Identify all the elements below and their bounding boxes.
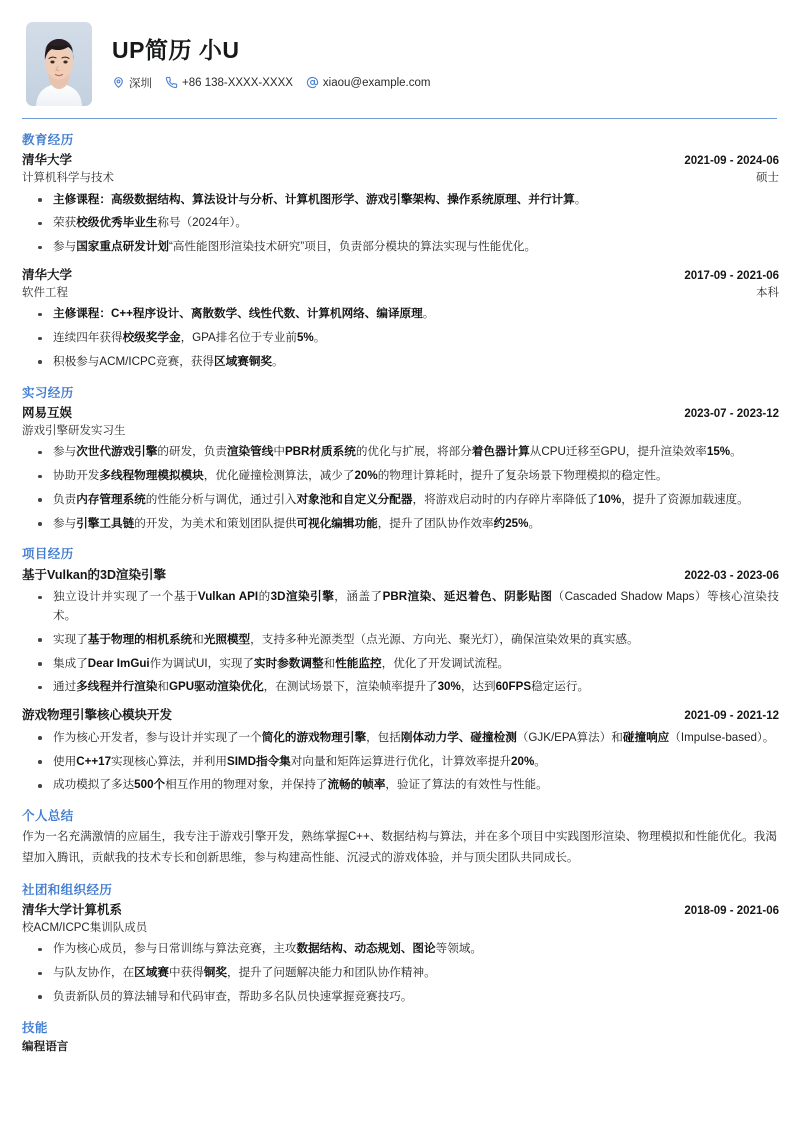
contact-email[interactable]	[306, 76, 431, 89]
bullet-emphasis: 3D渲染引擎	[270, 590, 335, 604]
bullet-text: 的性能分析与调优，通过引入	[145, 492, 297, 506]
bullet-text: 荣获	[53, 216, 77, 230]
entry-header-row	[20, 266, 779, 285]
bullet-text: ，支持多种光源类型（点光源、方向光、聚光灯），确保渲染效果的真实感。	[250, 632, 639, 646]
bullet-item	[20, 655, 779, 674]
bullet-item	[20, 776, 779, 795]
bullet-text: 。	[534, 754, 546, 768]
section	[20, 546, 779, 795]
section-title: 教育经历	[22, 133, 74, 147]
bullet-text: 的	[258, 590, 271, 604]
bullet-item	[20, 588, 779, 626]
bullet-text: 独立设计并实现了一个基于	[53, 590, 198, 604]
bullet-text: 作为调试UI，实现了	[149, 656, 255, 670]
bullet-text: 参与	[53, 240, 77, 254]
bullet-item	[20, 353, 779, 372]
bullet-text: 中获得	[168, 966, 204, 980]
bullet-list	[20, 588, 779, 697]
bullet-text: 称号（2024年）。	[157, 216, 247, 230]
entry-header-row	[20, 151, 779, 170]
entry-role: 计算机科学与技术	[22, 171, 114, 184]
bullet-emphasis: 区域赛铜奖	[214, 354, 273, 368]
resume-header	[20, 18, 779, 116]
entry-header-row	[20, 706, 779, 725]
bullet-emphasis: Vulkan API	[197, 590, 259, 604]
section	[20, 132, 779, 372]
bullet-emphasis: 着色器计算	[471, 445, 530, 459]
bullet-text: 积极参与ACM/ICPC竞赛，获得	[53, 354, 215, 368]
bullet-text: 。	[574, 192, 587, 206]
bullet-emphasis: 约25%	[493, 516, 529, 530]
bullet-text: 和	[192, 632, 204, 646]
bullet-emphasis: 10%	[597, 492, 622, 506]
bullet-text: ，优化碰撞检测算法，减少了	[203, 469, 355, 482]
entry-role: 校ACM/ICPC集训队成员	[22, 921, 148, 934]
contact-location-text: 深圳	[129, 77, 152, 90]
bullet-item	[20, 753, 779, 772]
contact-phone-text: +86 138-XXXX-XXXX	[182, 76, 293, 89]
bullet-emphasis: 20%	[354, 469, 378, 482]
bullet-text: 。	[313, 331, 326, 345]
bullet-list	[20, 191, 779, 257]
bullet-item	[20, 443, 779, 462]
bullet-emphasis: 20%	[511, 754, 535, 768]
bullet-emphasis: 主修课程：	[53, 192, 111, 206]
experience-entry	[20, 901, 779, 1007]
bullet-text: 。	[730, 445, 742, 459]
header-divider	[22, 118, 777, 119]
entry-date-range: 2023-07 - 2023-12	[684, 407, 779, 420]
bullet-text: 集成了	[53, 656, 88, 670]
bullet-text: 相互作用的物理对象，并保持了	[165, 778, 328, 792]
experience-entry	[20, 566, 779, 698]
entry-date-range: 2021-09 - 2024-06	[684, 155, 779, 168]
bullet-text: 实现核心算法，并利用	[111, 754, 227, 768]
bullet-emphasis: 碰撞响应	[622, 730, 670, 744]
bullet-emphasis: 对象池和自定义分配器	[296, 492, 413, 506]
bullet-emphasis: PBR材质系统	[284, 445, 356, 459]
bullet-item	[20, 729, 779, 748]
entry-subheader-row	[20, 285, 779, 302]
experience-entry	[20, 706, 779, 795]
bullet-text: ，优化了开发调试流程。	[381, 656, 510, 670]
bullet-emphasis: 铜奖	[203, 966, 227, 980]
bullet-emphasis: Dear ImGui	[87, 656, 150, 670]
bullet-text: 对向量和矩阵运算进行优化，计算效率提升	[290, 754, 512, 768]
bullet-text: 的研发，负责	[157, 445, 227, 459]
bullet-text: 等领域。	[435, 942, 483, 956]
entry-organization: 网易互娱	[22, 405, 73, 420]
bullet-text: 协助开发	[53, 469, 100, 482]
bullet-emphasis: 内存管理系统	[76, 492, 146, 506]
bullet-list	[20, 729, 779, 795]
bullet-text: 通过	[53, 680, 77, 694]
bullet-text: ，涵盖了	[334, 590, 383, 604]
bullet-text: 作为核心开发者，参与设计并实现了一个	[53, 730, 262, 744]
bullet-text: 负责	[53, 492, 77, 506]
bullet-text: ，将游戏启动时的内存碎片率降低了	[412, 492, 598, 506]
bullet-emphasis: 引擎工具链	[76, 516, 135, 530]
entry-organization: 清华大学计算机系	[22, 902, 123, 917]
experience-entry	[20, 151, 779, 257]
bullet-text: 。	[272, 354, 284, 368]
sections-container	[20, 132, 779, 1055]
bullet-emphasis: 主修课程：	[53, 307, 111, 321]
entry-subheader-row	[20, 920, 779, 937]
bullet-text: ，在测试场景下，渲染帧率提升了	[263, 680, 438, 694]
bullet-item	[20, 515, 779, 534]
bullet-text: ，提升了资源加载速度。	[621, 492, 749, 506]
bullet-item	[20, 964, 779, 983]
bullet-emphasis: 15%	[706, 445, 731, 459]
bullet-emphasis: 500个	[134, 778, 166, 792]
bullet-text: 参与	[53, 445, 77, 459]
summary-paragraph: 作为一名充满激情的应届生，我专注于游戏引擎开发，熟练掌握C++、数据结构与算法，并在多个项目中实践图形渲染、物理模拟和性能优化。我渴望加入腾讯，贡献我的技术专长和创新思维，参与构建高性能、沉浸式的游戏体验，并与顶尖团队共同成长。	[22, 830, 777, 865]
contact-location[interactable]	[112, 75, 152, 91]
bullet-emphasis: 刚体动力学、碰撞检测	[400, 730, 517, 744]
bullet-text: ，GPA排名位于专业前	[180, 331, 297, 345]
bullet-text: ，提升了团队协作效率	[377, 516, 494, 530]
bullet-text: ，达到	[460, 680, 496, 694]
section	[20, 385, 779, 534]
section	[20, 1020, 779, 1055]
bullet-text: （GJK/EPA算法）和	[516, 730, 623, 744]
person-name: UP简历 小U	[112, 37, 240, 64]
bullet-text: “高性能图形渲染技术研究”项目，负责部分模块的算法实现与性能优化。	[168, 240, 537, 254]
section	[20, 882, 779, 1007]
bullet-emphasis: 多线程物理模拟模块	[99, 469, 204, 482]
bullet-text: 使用	[53, 754, 77, 768]
bullet-text: 与队友协作，在	[53, 966, 135, 980]
bullet-text: 稳定运行。	[531, 680, 590, 694]
bullet-emphasis: SIMD指令集	[226, 754, 291, 768]
bullet-emphasis: 实时参数调整	[254, 656, 324, 670]
entry-subheader-row	[20, 170, 779, 187]
entry-header-row	[20, 404, 779, 423]
entry-date-range: 2022-03 - 2023-06	[684, 569, 779, 582]
location-pin-icon	[112, 76, 125, 89]
contact-list	[112, 75, 779, 91]
bullet-text: 和	[157, 680, 169, 694]
bullet-list	[20, 940, 779, 1006]
entry-organization: 清华大学	[22, 267, 73, 282]
bullet-emphasis: 多线程并行渲染	[76, 680, 158, 694]
bullet-emphasis: 基于物理的相机系统	[87, 632, 193, 646]
entry-organization: 游戏物理引擎核心模块开发	[22, 708, 173, 723]
phone-icon	[165, 76, 178, 89]
section	[20, 808, 779, 869]
bullet-text: （Impulse-based）。	[669, 730, 775, 744]
bullet-text: ，包括	[366, 730, 401, 744]
bullet-text: 的优化与扩展，将部分	[355, 445, 472, 459]
section-title: 实习经历	[22, 385, 74, 400]
entry-degree: 本科	[756, 286, 779, 299]
bullet-emphasis: PBR渲染、延迟着色、阴影贴图	[382, 590, 553, 604]
bullet-emphasis: 可视化编辑功能	[296, 516, 378, 530]
bullet-text: 中	[273, 445, 285, 459]
bullet-emphasis: 数据结构、动态规划、图论	[296, 942, 436, 956]
bullet-text: 参与	[53, 516, 77, 530]
bullet-emphasis: 性能监控	[335, 656, 382, 670]
bullet-text: 和	[323, 656, 336, 670]
bullet-text: 实现了	[53, 632, 88, 646]
entry-header-row	[20, 566, 779, 585]
identity-block	[112, 37, 779, 90]
bullet-emphasis: 区域赛	[134, 966, 169, 980]
bullet-text: 负责新队员的算法辅导和代码审查，帮助多名队员快速掌握竞赛技巧。	[53, 989, 413, 1003]
section-title: 技能	[22, 1020, 48, 1035]
entry-date-range: 2021-09 - 2021-12	[684, 710, 779, 723]
bullet-emphasis: 次世代游戏引擎	[76, 445, 158, 459]
email-at-icon	[306, 76, 319, 89]
bullet-item	[20, 491, 779, 510]
contact-phone[interactable]	[165, 76, 293, 89]
bullet-emphasis: 60FPS	[495, 680, 532, 694]
entry-role: 软件工程	[22, 286, 68, 299]
bullet-emphasis: 光照模型	[203, 632, 251, 646]
bullet-item	[20, 467, 779, 486]
bullet-emphasis: 国家重点研发计划	[76, 240, 169, 254]
bullet-emphasis: 30%	[437, 680, 461, 694]
bullet-text: 。	[528, 516, 541, 530]
entry-subheader-row	[20, 423, 779, 440]
bullet-emphasis: 简化的游戏物理引擎	[261, 730, 367, 744]
entry-header-row	[20, 901, 779, 920]
bullet-item	[20, 329, 779, 348]
bullet-text: 的开发，为美术和策划团队提供	[134, 516, 297, 530]
bullet-item	[20, 631, 779, 650]
entry-date-range: 2018-09 - 2021-06	[684, 904, 779, 917]
bullet-text: 作为核心成员，参与日常训练与算法竞赛，主攻	[53, 942, 297, 956]
entry-date-range: 2017-09 - 2021-06	[684, 269, 779, 282]
bullet-list	[20, 443, 779, 533]
contact-email-text: xiaou@example.com	[322, 76, 431, 89]
bullet-item	[20, 940, 779, 959]
bullet-emphasis: 高级数据结构、算法设计与分析、计算机图形学、游戏引擎架构、操作系统原理、并行计算	[110, 192, 575, 206]
bullet-emphasis: 校级优秀毕业生	[76, 216, 158, 230]
bullet-item	[20, 191, 779, 210]
entry-degree: 硕士	[756, 171, 779, 184]
bullet-text: 成功模拟了多达	[53, 778, 135, 792]
section-title: 项目经历	[22, 547, 74, 562]
experience-entry	[20, 404, 779, 533]
bullet-item	[20, 238, 779, 257]
bullet-text: 。	[422, 307, 435, 321]
bullet-emphasis: 流畅的帧率	[327, 778, 386, 792]
skills-subheading-clipped: 编程语言	[22, 1039, 69, 1053]
bullet-emphasis: C++程序设计、离散数学、线性代数、计算机网络、编译原理	[110, 307, 423, 321]
bullet-text: （Cascaded Shadow Maps）等核心渲染技术。	[53, 590, 779, 623]
bullet-text: ，验证了算法的有效性与性能。	[385, 778, 548, 792]
avatar	[26, 22, 92, 106]
bullet-text: 连续四年获得	[53, 331, 123, 345]
bullet-text: ，提升了问题解决能力和团队协作精神。	[226, 966, 436, 980]
section-title: 社团和组织经历	[22, 882, 113, 897]
entry-organization: 基于Vulkan的3D渲染引擎	[22, 567, 167, 582]
bullet-item	[20, 678, 779, 697]
entry-organization: 清华大学	[22, 153, 73, 168]
bullet-text: 的物理计算耗时，提升了复杂场景下物理模拟的稳定性。	[377, 469, 668, 482]
bullet-emphasis: 渲染管线	[226, 445, 274, 459]
bullet-emphasis: C++17	[76, 754, 112, 768]
bullet-list	[20, 305, 779, 371]
experience-entry	[20, 266, 779, 372]
bullet-text: 从CPU迁移至GPU，提升渲染效率	[529, 445, 707, 459]
bullet-emphasis: 校级奖学金	[122, 331, 181, 345]
bullet-emphasis: GPU驱动渲染优化	[168, 680, 264, 694]
entry-role: 游戏引擎研发实习生	[22, 424, 126, 437]
bullet-item	[20, 214, 779, 233]
section-title: 个人总结	[22, 809, 74, 824]
bullet-emphasis: 5%	[296, 331, 314, 345]
bullet-item	[20, 305, 779, 324]
bullet-item	[20, 988, 779, 1007]
